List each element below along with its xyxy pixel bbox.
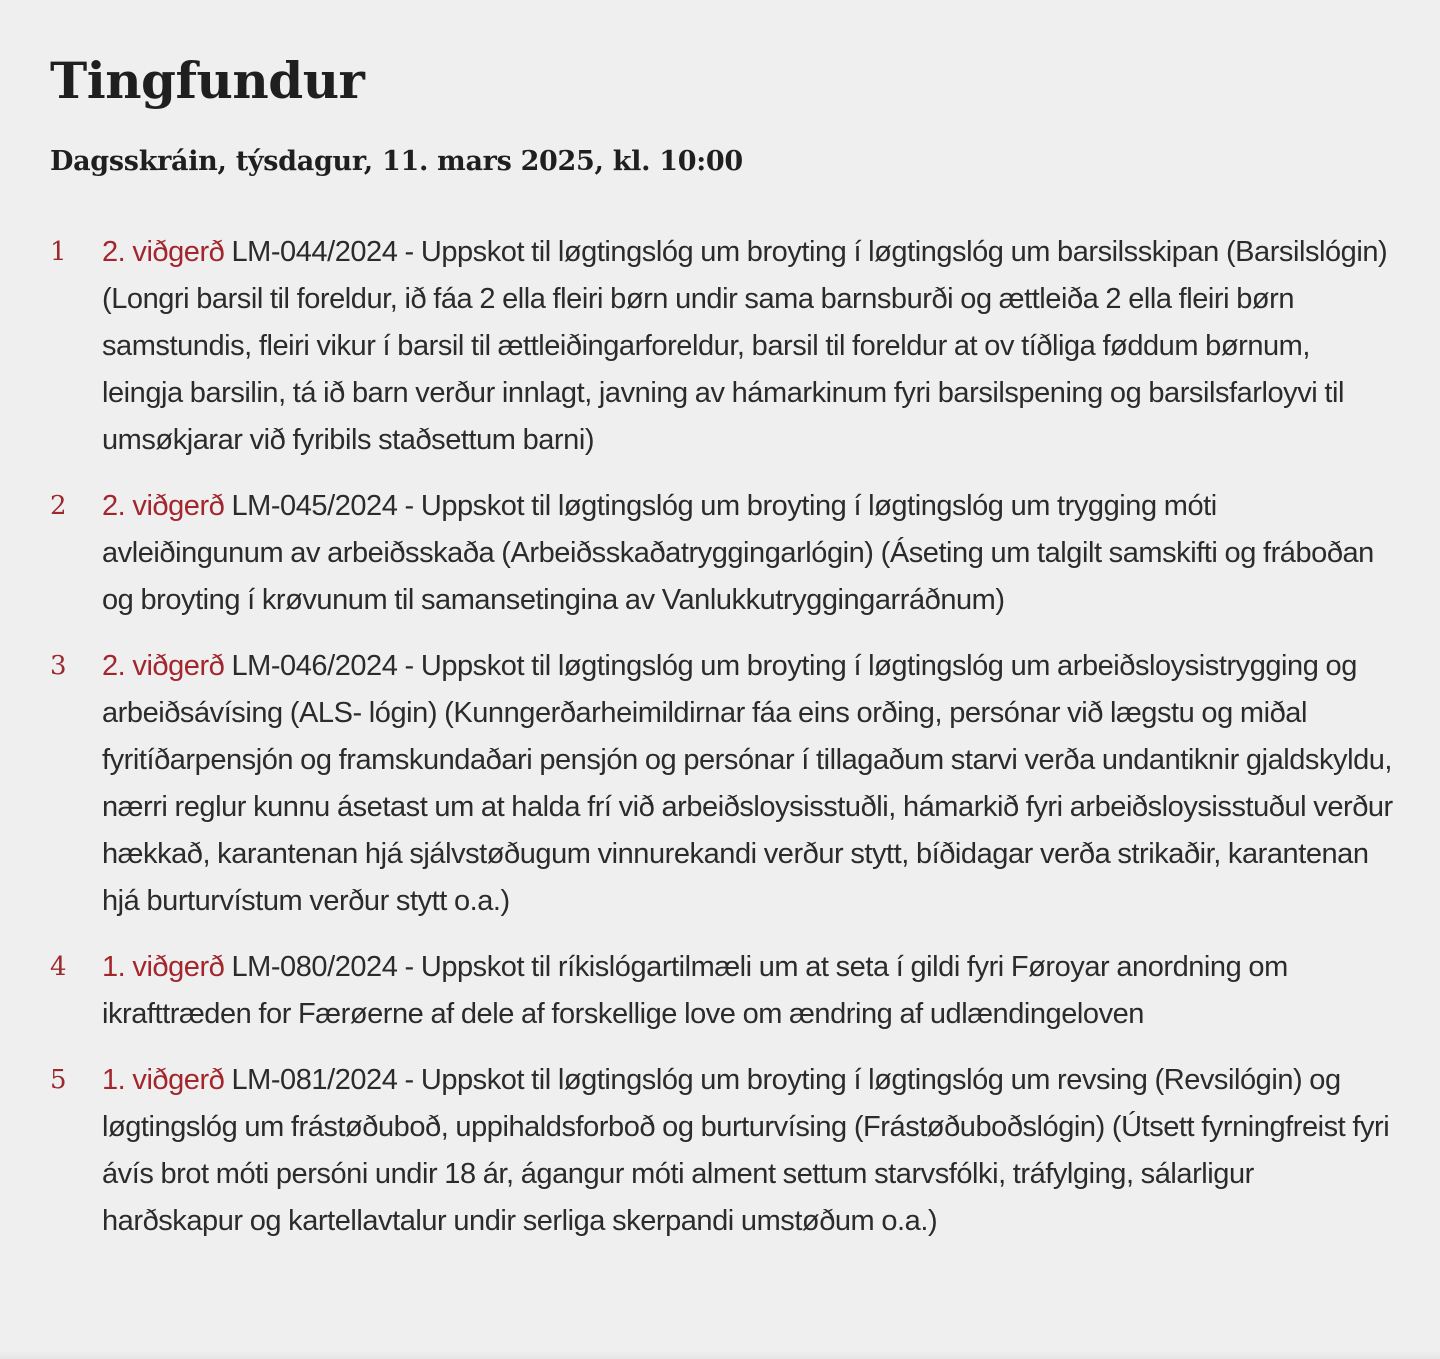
agenda-item-number: 4 <box>50 952 67 982</box>
agenda-item-text <box>102 643 1395 925</box>
page-title: Tingfundur <box>50 51 365 110</box>
agenda-item-description: LM-045/2024 - Uppskot til løgtingslóg um broyting í løgtingslóg um trygging móti avleiðingunum av arbeiðsskaða (Arbeiðsskaðatryggingarlógin) (Áseting um talgilt samskifti og fráboðan og broyting í krøvunum til samansetingina av Vanlukkutryggingarráðnum) <box>102 490 1374 616</box>
agenda-item-1 <box>50 229 1395 464</box>
agenda-item-text <box>102 229 1395 464</box>
agenda-item-text <box>102 483 1395 624</box>
agenda-item-text <box>102 1057 1395 1245</box>
agenda-item-description: LM-081/2024 - Uppskot til løgtingslóg um broyting í løgtingslóg um revsing (Revsilógin) og løgtingslóg um frástøðuboð, uppihaldsforboð og burturvísing (Frástøðuboðslógin) (Útsett fyrningfreist fyri ávís brot móti persóni undir 18 ár, ágangur móti alment settum starvsfólki, tráfylging, sálarligur harðskapur og kartellavtalur undir serliga skerpandi umstøðum o.a.) <box>102 1064 1390 1237</box>
agenda-item-description: LM-046/2024 - Uppskot til løgtingslóg um broyting í løgtingslóg um arbeiðsloysistrygging og arbeiðsávísing (ALS- lógin) (Kunngerðarheimildirnar fáa eins orðing, persónar við lægstu og miðal fyritíðarpensjón og framskundaðari pensjón og persónar í tillagaðum starvi verða undantiknir gjaldskyldu, nærri reglur kunnu ásetast um at halda frí við arbeiðsloysisstuðli, hámarkið fyri arbeiðsloysisstuðul verður hækkað, karantenan hjá sjálvstøðugum vinnurekandi verður stytt, bíðidagar verða strikaðir, karantenan hjá burturvístum verður stytt o.a.) <box>102 650 1393 917</box>
reading-link[interactable]: 1. viðgerð <box>102 1064 225 1096</box>
agenda-item-number: 3 <box>50 651 67 681</box>
agenda-item-number: 5 <box>50 1065 67 1095</box>
agenda-date-subtitle: Dagsskráin, týsdagur, 11. mars 2025, kl. 10:00 <box>50 146 743 177</box>
agenda-item-number: 1 <box>50 237 67 267</box>
agenda-item-2 <box>50 483 1395 624</box>
bottom-edge-shadow <box>0 1351 1440 1359</box>
reading-link[interactable]: 2. viðgerð <box>102 650 225 682</box>
agenda-list <box>50 229 1395 1264</box>
agenda-item-5 <box>50 1057 1395 1245</box>
reading-link[interactable]: 2. viðgerð <box>102 490 225 522</box>
agenda-item-4 <box>50 944 1395 1038</box>
reading-link[interactable]: 2. viðgerð <box>102 236 225 268</box>
reading-link[interactable]: 1. viðgerð <box>102 951 225 983</box>
agenda-item-3 <box>50 643 1395 925</box>
agenda-item-description: LM-080/2024 - Uppskot til ríkislógartilmæli um at seta í gildi fyri Føroyar anordning om ikrafttræden for Færøerne af dele af forskellige love om ændring af udlændingeloven <box>102 951 1288 1030</box>
agenda-item-description: LM-044/2024 - Uppskot til løgtingslóg um broyting í løgtingslóg um barsilsskipan (Barsilslógin) (Longri barsil til foreldur, ið fáa 2 ella fleiri børn undir sama barnsburði og ættleiða 2 ella fleiri børn samstundis, fleiri vikur í barsil til ættleiðingarforeldur, barsil til foreldur at ov tíðliga føddum børnum, leingja barsilin, tá ið barn verður innlagt, javning av hámarkinum fyri barsilspening og barsilsfarloyvi til umsøkjarar við fyribils staðsettum barni) <box>102 236 1388 456</box>
agenda-item-number: 2 <box>50 491 67 521</box>
agenda-item-text <box>102 944 1395 1038</box>
